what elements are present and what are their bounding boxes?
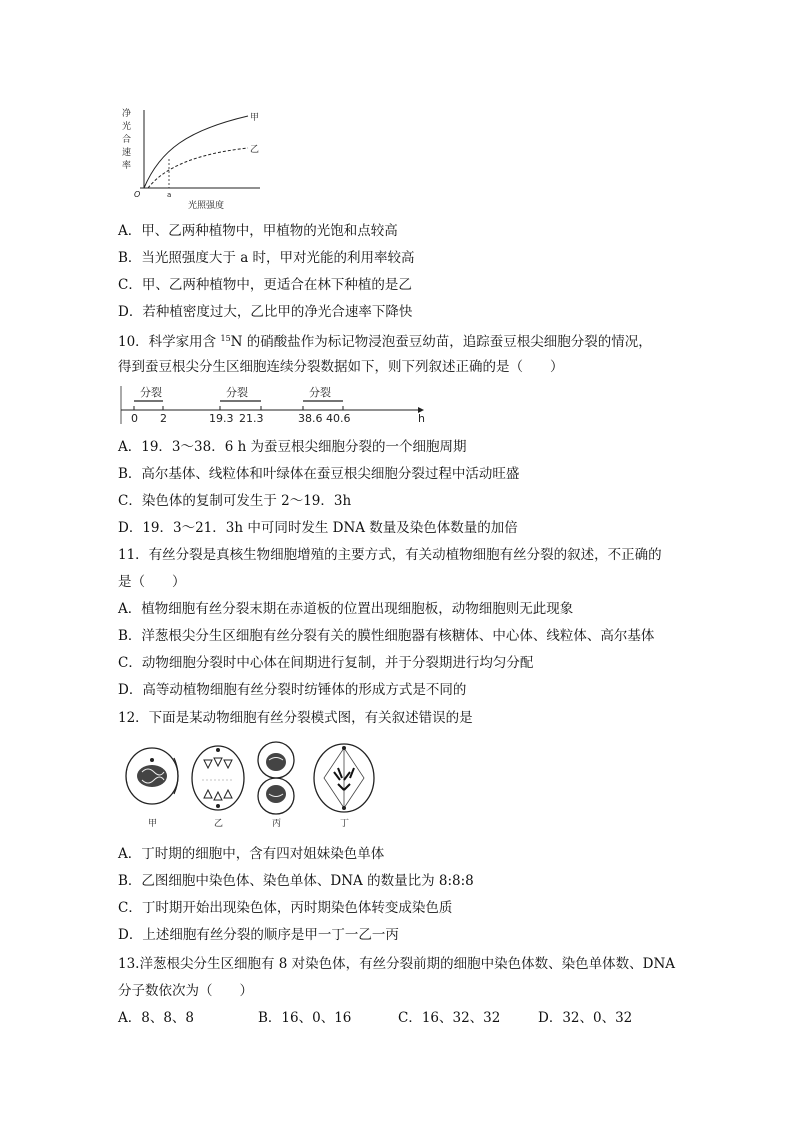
q13-option-d: D．32、0、32: [538, 1010, 633, 1026]
q10-stem-line2: 得到蚕豆根尖分生区细胞连续分裂数据如下，则下列叙述正确的是（ ）: [118, 359, 564, 375]
q11-option-a: A．植物细胞有丝分裂末期在赤道板的位置出现细胞板，动物细胞则无此现象: [118, 601, 574, 617]
curve-yi-label: 乙: [250, 145, 260, 155]
cell-label: 乙: [214, 819, 224, 829]
curve-jia-label: 甲: [250, 113, 260, 123]
q12-stem: 12．下面是某动物细胞有丝分裂模式图，有关叙述错误的是: [118, 710, 473, 726]
timeline-unit: h: [418, 412, 425, 425]
q12-option-a: A．丁时期的细胞中，含有四对姐妹染色单体: [118, 846, 385, 862]
cell-label: 甲: [148, 819, 158, 829]
y-label-char: 合: [122, 135, 132, 145]
y-axis-label: [122, 107, 131, 171]
cell-yi: [192, 746, 244, 810]
tick-label: 21.3: [239, 412, 264, 425]
tick-a-label: a: [167, 191, 172, 199]
photosynthesis-graph: [118, 104, 278, 214]
curve-yi: [148, 148, 248, 188]
q10-option-a: A．19．3～38．6 h 为蚕豆根尖细胞分裂的一个细胞周期: [118, 439, 467, 455]
q10-option-b: B．高尔基体、线粒体和叶绿体在蚕豆根尖细胞分裂过程中活动旺盛: [118, 466, 520, 482]
division-label: 分裂: [140, 386, 162, 399]
q10-option-c: C．染色体的复制可发生于 2～19．3h: [118, 493, 352, 509]
cell-division-timeline: [118, 382, 438, 426]
y-label-char: 速: [122, 148, 132, 158]
division-label: 分裂: [226, 386, 248, 399]
q12-option-d: D．上述细胞有丝分裂的顺序是甲一丁一乙一丙: [118, 927, 399, 943]
q11-stem-line2: 是（ ）: [118, 574, 186, 590]
cell-ding: [314, 744, 374, 812]
q12-option-b: B．乙图细胞中染色体、染色单体、DNA 的数量比为 8:8:8: [118, 873, 474, 889]
curve-jia: [144, 116, 248, 188]
tick-label: 38.6: [298, 412, 323, 425]
q12-option-c: C．丁时期开始出现染色体，丙时期染色体转变成染色质: [118, 900, 453, 916]
y-label-char: 净: [122, 109, 132, 119]
isotope-mass: 15: [220, 334, 231, 343]
cell-label: 丙: [272, 819, 282, 829]
cell-jia: [126, 748, 178, 804]
tick-label: 40.6: [326, 412, 351, 425]
tick-label: 19.3: [209, 412, 234, 425]
q9-option-b: B．当光照强度大于 a 时，甲对光能的利用率较高: [118, 250, 415, 266]
q13-option-c: C．16、32、32: [398, 1010, 501, 1026]
origin-label: O: [134, 190, 141, 199]
cell-label: 丁: [340, 819, 350, 829]
q11-stem-line1: 11．有丝分裂是真核生物细胞增殖的主要方式，有关动植物细胞有丝分裂的叙述，不正确的: [118, 547, 662, 563]
cell-bing: [258, 742, 294, 814]
tick-label: 2: [160, 412, 167, 425]
y-label-char: 光: [122, 122, 132, 132]
timeline-ticks: [134, 406, 343, 410]
x-axis-label: 光照强度: [188, 201, 225, 211]
division-label: 分裂: [309, 386, 331, 399]
q11-option-c: C．动物细胞分裂时中心体在间期进行复制，并于分裂期进行均匀分配: [118, 655, 534, 671]
q10-stem-line1: [118, 330, 652, 351]
q9-option-c: C．甲、乙两种植物中，更适合在林下种植的是乙: [118, 277, 412, 293]
q13-stem-line1: 13.洋葱根尖分生区细胞有 8 对染色体，有丝分裂前期的细胞中染色体数、染色单体数、DNA: [118, 956, 676, 972]
q13-option-a: A．8、8、8: [118, 1010, 195, 1026]
mitosis-cells-figure: [118, 738, 398, 830]
q13-option-b: B．16、0、16: [258, 1010, 352, 1026]
q10-stem-pre: 10．科学家用含: [118, 334, 221, 350]
y-label-char: 率: [122, 161, 132, 171]
q9-option-a: A．甲、乙两种植物中，甲植物的光饱和点较高: [118, 223, 398, 239]
q10-option-d: D．19．3～21．3h 中可同时发生 DNA 数量及染色体数量的加倍: [118, 520, 518, 536]
q11-option-b: B．洋葱根尖分生区细胞有丝分裂有关的膜性细胞器有核糖体、中心体、线粒体、高尔基体: [118, 628, 655, 644]
q13-stem-line2: 分子数依次为（ ）: [118, 983, 253, 999]
q10-stem-post: N 的硝酸盐作为标记物浸泡蚕豆幼苗，追踪蚕豆根尖细胞分裂的情况，: [230, 334, 652, 350]
tick-label: 0: [131, 412, 138, 425]
q11-option-d: D．高等动植物细胞有丝分裂时纺锤体的形成方式是不同的: [118, 682, 467, 698]
q9-option-d: D．若种植密度过大，乙比甲的净光合速率下降快: [118, 304, 413, 320]
